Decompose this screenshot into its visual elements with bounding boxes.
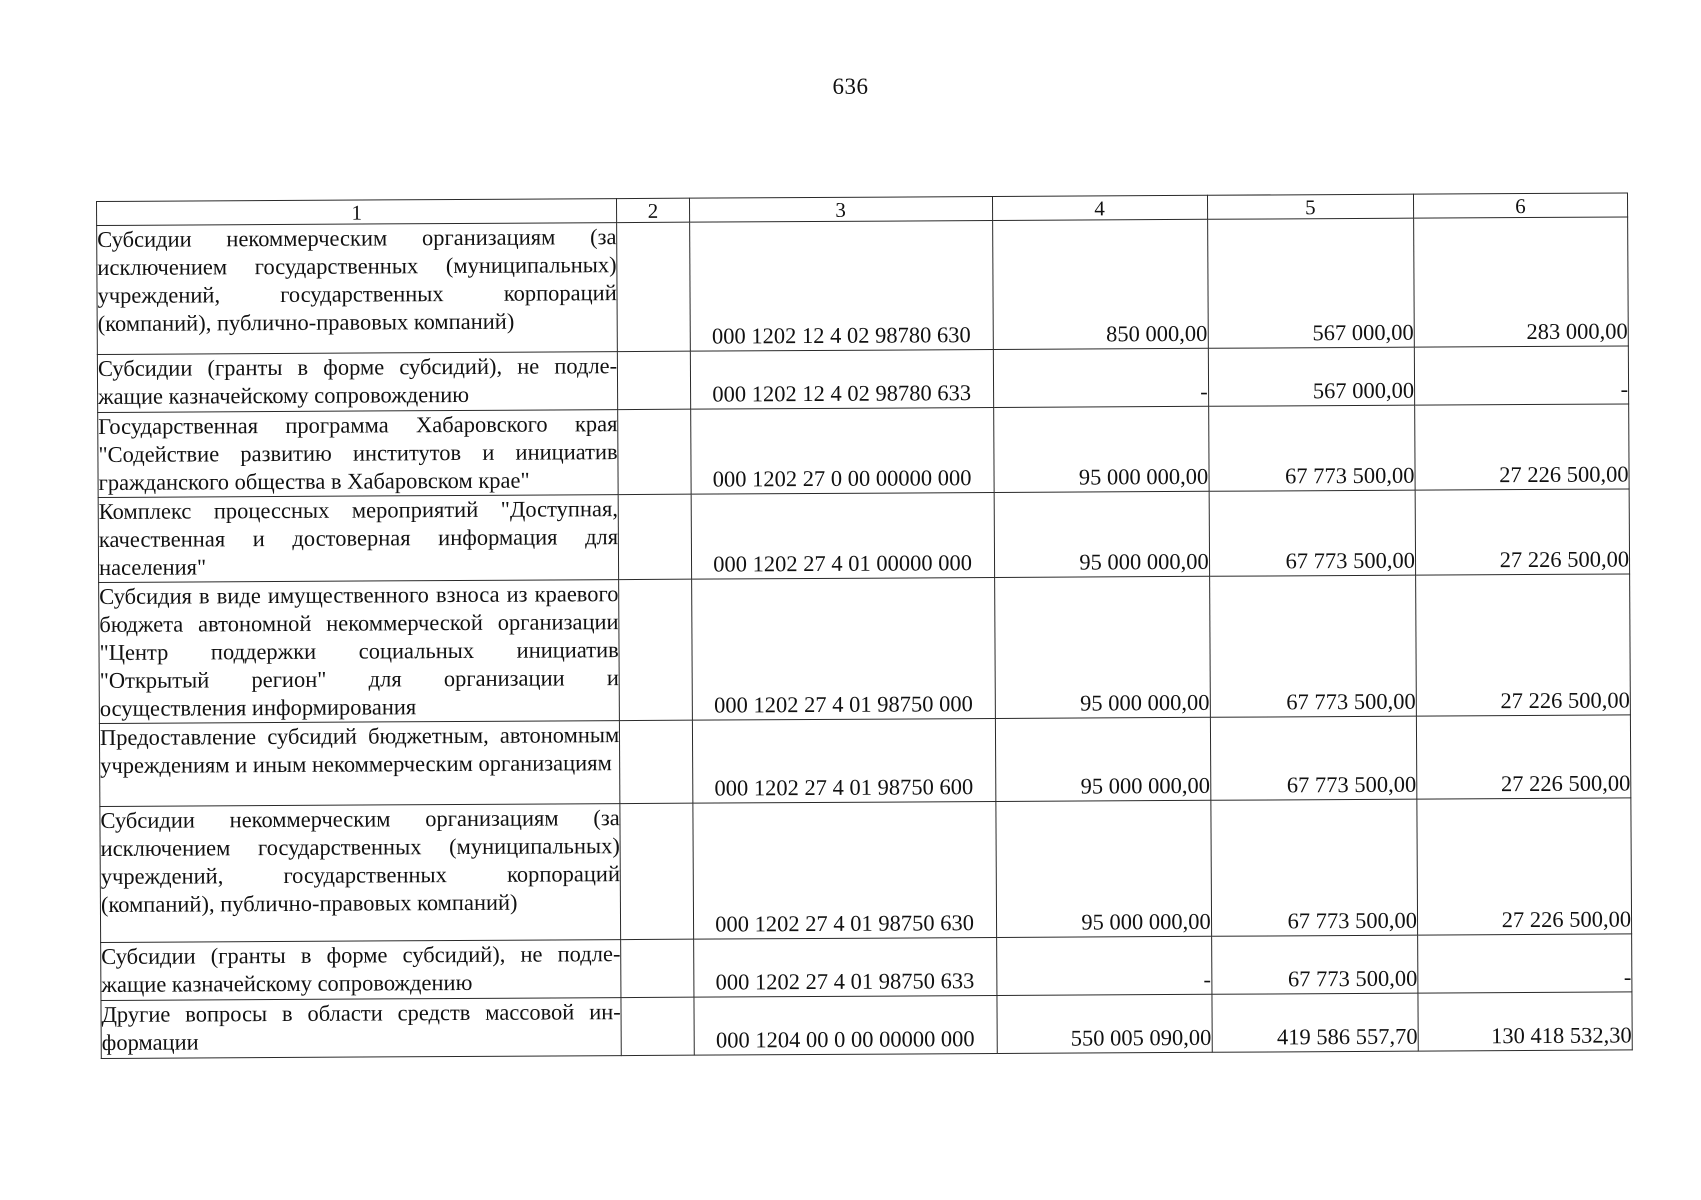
row-col2 [620,720,693,803]
table-row [97,217,1629,355]
row-col4: - [993,348,1208,407]
row-col6: 130 418 532,30 [1418,992,1632,1051]
table-row [100,798,1632,943]
table-row [99,574,1631,724]
row-name: Другие вопросы в области средств массовой информации [101,998,622,1059]
row-code: 000 1202 27 4 01 00000 000 [691,492,994,579]
row-code: 000 1202 12 4 02 98780 630 [689,220,993,351]
column-header-1: 1 [97,199,617,226]
row-name: Субсидии некоммерческим организациям (за исключением государственных (муниципальных) учреждений, государственных корпораций (компаний), публично-правовых компаний) [97,223,618,355]
row-col2 [618,494,691,579]
table-row [98,489,1629,583]
row-col2 [621,939,694,997]
row-code: 000 1202 27 4 01 98750 630 [692,801,996,939]
row-col6: 27 226 500,00 [1415,404,1630,490]
row-name: Субсидии (гранты в форме субсидий), не подлежащие казначейскому сопровождению [101,940,622,1001]
table-row [99,715,1630,807]
row-col6: 27 226 500,00 [1415,489,1630,575]
table-row [101,934,1632,1001]
row-col6: 27 226 500,00 [1416,574,1631,716]
table-row [97,346,1628,413]
column-header-4: 4 [992,195,1207,220]
column-header-2: 2 [617,198,690,222]
row-col5: 67 773 500,00 [1209,490,1416,576]
column-header-5: 5 [1207,194,1413,219]
row-col5: 67 773 500,00 [1210,716,1417,800]
row-col2 [619,579,692,720]
row-name: Субсидии (гранты в форме субсидий), не подлежащие казначейскому сопровождению [97,352,618,413]
column-header-3: 3 [689,196,992,222]
row-col4: 95 000 000,00 [994,576,1210,718]
row-col4: 95 000 000,00 [993,406,1209,492]
row-col2 [618,351,691,409]
row-col6: - [1418,934,1632,993]
row-code: 000 1202 27 4 01 98750 600 [692,718,995,803]
row-col2 [621,997,694,1055]
row-col2 [617,222,690,351]
row-col4: 850 000,00 [992,219,1208,349]
row-code: 000 1204 00 0 00 00000 000 [694,995,997,1055]
row-col6: 283 000,00 [1414,217,1629,347]
row-col4: 95 000 000,00 [995,717,1211,801]
row-code: 000 1202 12 4 02 98780 633 [690,349,993,409]
row-col4: 95 000 000,00 [994,491,1210,577]
row-col2 [620,803,693,939]
row-col6: 27 226 500,00 [1416,715,1631,799]
row-col5: 67 773 500,00 [1210,799,1417,936]
budget-table [96,192,1633,1059]
row-col6: - [1414,346,1628,405]
row-col4: 550 005 090,00 [996,994,1211,1053]
row-col5: 67 773 500,00 [1209,575,1416,717]
row-name: Субсидии некоммерческим организациям (за исключением государственных (муниципальных) учреждений, государственных корпораций (компаний), публично-правовых компаний) [100,804,621,943]
row-col5: 419 586 557,70 [1212,993,1419,1052]
row-code: 000 1202 27 4 01 98750 000 [691,577,995,720]
row-code: 000 1202 27 4 01 98750 633 [693,937,996,997]
row-col4: - [996,936,1211,995]
row-col5: 67 773 500,00 [1208,405,1415,491]
table-row [98,404,1629,498]
row-col6: 27 226 500,00 [1417,798,1632,935]
row-name: Субсидия в виде имущественного взноса из краевого бюджета автономной некоммерческой организации "Центр поддержки социальных инициатив "Открытый регион" для организации и осуществления информирования [99,580,620,724]
row-name: Комплекс процессных мероприятий "Доступная, качественная и достоверная информация для населения" [98,495,619,583]
row-col5: 567 000,00 [1207,218,1414,348]
row-col2 [618,409,691,494]
column-header-6: 6 [1413,193,1627,218]
table-row [101,992,1632,1059]
row-col5: 67 773 500,00 [1211,935,1418,994]
row-col5: 567 000,00 [1208,347,1415,406]
page-number: 636 [832,74,869,99]
row-name: Государственная программа Хабаровского края "Содействие развитию институтов и инициатив гражданского общества в Хабаровском крае" [98,410,619,498]
row-col4: 95 000 000,00 [995,800,1211,937]
row-name: Предоставление субсидий бюджетным, автономным учреждениям и иным некоммерческим организациям [99,721,620,807]
row-code: 000 1202 27 0 00 00000 000 [690,407,993,494]
